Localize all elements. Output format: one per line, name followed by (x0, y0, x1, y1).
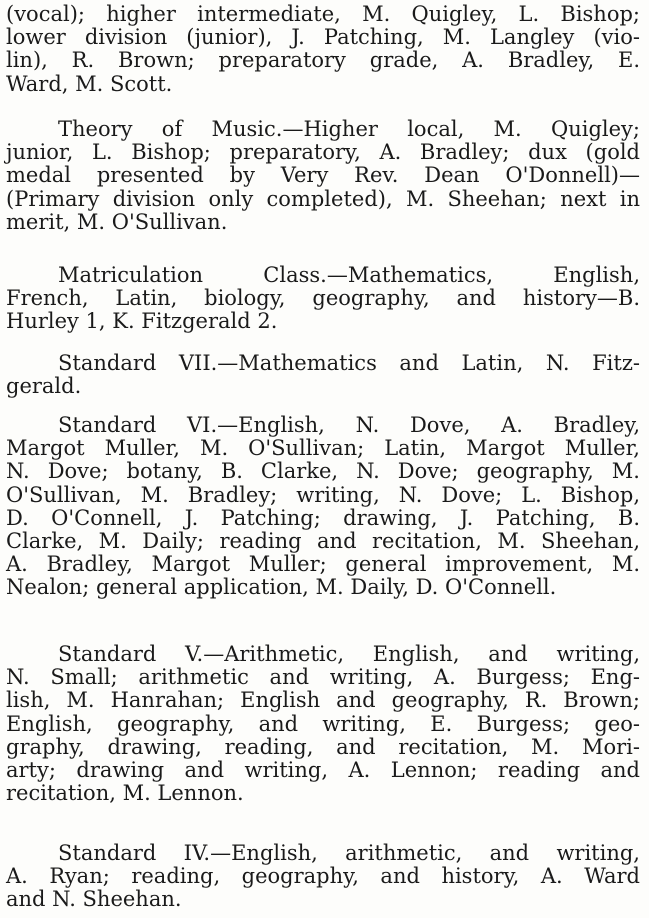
text-line: A. Ryan; reading, geography, and history, A. Ward (6, 864, 640, 889)
text-line: lin), R. Brown; preparatory grade, A. Bradley, E. (6, 48, 640, 73)
paragraph-standard-v (6, 643, 640, 805)
text-line: junior, L. Bishop; preparatory, A. Bradley; dux (gold (6, 140, 640, 165)
paragraph-standard-vii (6, 352, 640, 398)
text-line: Clarke, M. Daily; reading and recitation, M. Sheehan, (6, 528, 640, 553)
text-line: Nealon; general application, M. Daily, D. O'Connell. (6, 575, 557, 600)
text-line: recitation, M. Lennon. (6, 781, 244, 806)
text-line: arty; drawing and writing, A. Lennon; reading and (6, 757, 640, 782)
text-line: (Primary division only completed), M. Sheehan; next in (6, 186, 640, 211)
text-line: D. O'Connell, J. Patching; drawing, J. Patching, B. (6, 505, 640, 530)
text-line: French, Latin, biology, geography, and history—B. (6, 286, 640, 311)
paragraph-theory-of-music (6, 118, 640, 234)
text-line: Ward, M. Scott. (6, 71, 173, 96)
paragraph-standard-vi (6, 414, 640, 600)
text-line: and N. Sheehan. (6, 887, 182, 912)
text-line: N. Small; arithmetic and writing, A. Burgess; Eng- (6, 665, 640, 690)
text-line: Matriculation Class.—Mathematics, English, (58, 263, 640, 287)
text-line: O'Sullivan, M. Bradley; writing, N. Dove; L. Bishop, (6, 482, 640, 507)
text-line: merit, M. O'Sullivan. (6, 209, 228, 234)
text-line: (vocal); higher intermediate, M. Quigley, L. Bishop; (6, 2, 640, 26)
paragraph-standard-iv (6, 842, 640, 912)
text-line: lower division (junior), J. Patching, M. Langley (vio- (6, 25, 640, 50)
text-line: medal presented by Very Rev. Dean O'Donnell)— (6, 163, 640, 188)
text-line: Margot Muller, M. O'Sullivan; Latin, Margot Muller, (6, 436, 640, 461)
text-line: English, geography, and writing, E. Burgess; geo- (6, 711, 640, 736)
text-line: gerald. (6, 374, 82, 399)
paragraph-music-grades (6, 3, 640, 96)
paragraph-matriculation-class (6, 264, 640, 334)
text-line: Standard VI.—English, N. Dove, A. Bradley, (58, 413, 640, 437)
text-line: Standard V.—Arithmetic, English, and writing, (58, 642, 640, 666)
text-line: Standard VII.—Mathematics and Latin, N. Fitz- (58, 351, 640, 375)
text-line: Standard IV.—English, arithmetic, and writing, (58, 841, 640, 865)
text-line: Hurley 1, K. Fitzgerald 2. (6, 309, 278, 334)
text-line: lish, M. Hanrahan; English and geography, R. Brown; (6, 688, 640, 713)
text-line: Theory of Music.—Higher local, M. Quigley; (58, 117, 640, 141)
text-line: N. Dove; botany, B. Clarke, N. Dove; geography, M. (6, 459, 640, 484)
text-line: graphy, drawing, reading, and recitation, M. Mori- (6, 734, 640, 759)
text-line: A. Bradley, Margot Muller; general improvement, M. (6, 552, 640, 577)
